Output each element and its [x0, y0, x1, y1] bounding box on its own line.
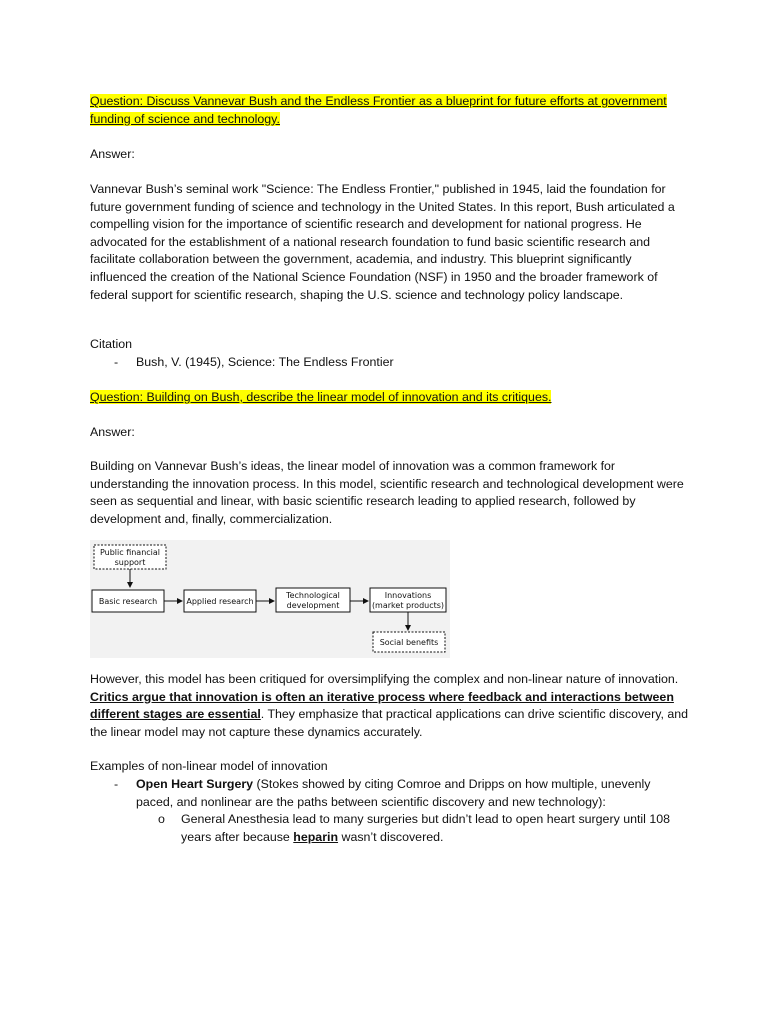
answer-2-label: Answer: [90, 425, 135, 439]
answer-1-text: Vannevar Bush’s seminal work "Science: The Endless Frontier," published in 1945, laid the foundation for future government funding of science and technology in the United States. In this report, Bush articulated a compelling vision for the importance of scientific research and development for national progress. He advocated for the establishment of a national research foundation to fund basic scientific research and facilitate collaboration between the government, academia, and industry. This blueprint significantly influenced the creation of the National Science Foundation (NSF) in 1950 and the broader framework of federal support for scientific research, shaping the U.S. science and technology policy landscape. [90, 182, 675, 302]
citation-label: Citation [90, 337, 133, 351]
basic-research-label: Basic research [98, 597, 158, 606]
examples-label: Examples of non-linear model of innovation [90, 759, 328, 773]
innovations-label-2: (market products) [371, 601, 445, 610]
citation-dash: - [114, 355, 119, 369]
linear-model-svg [90, 540, 450, 658]
public-funding-label-1: Public financial [99, 548, 161, 557]
innovations-label-1: Innovations [384, 591, 432, 600]
critique-paragraph [90, 671, 690, 741]
example-1 [136, 776, 661, 811]
sub-bullet-1-text-a: General Anesthesia lead to many surgeries but didn’t lead to open heart surgery until 108 years after because [181, 812, 671, 844]
example-1-text: (Stokes showed by citing Comroe and Dripps on how multiple, unevenly paced, and nonlinear are the paths between scientific discovery and new technology): [136, 777, 651, 809]
social-benefits-label: Social benefits [379, 638, 439, 647]
citation-item: Bush, V. (1945), Science: The Endless Frontier [136, 355, 394, 369]
sub-bullet-1 [181, 811, 671, 846]
tech-development-label-2: development [286, 601, 340, 610]
public-funding-label-2: support [114, 558, 146, 567]
question-2-text: Question: Building on Bush, describe the linear model of innovation and its critiques. [90, 390, 552, 404]
applied-research-label: Applied research [186, 597, 254, 606]
critique-rest: . They emphasize that practical applications can drive scientific discovery, and the linear model may not capture these dynamics accurately. [90, 707, 689, 739]
question-1 [90, 93, 690, 128]
answer-2-text: Building on Vannevar Bush’s ideas, the linear model of innovation was a common framework for understanding the innovation process. In this model, scientific research and technological development were seen as sequential and linear, with basic scientific research leading to applied research, followed by development and, finally, commercialization. [90, 459, 684, 526]
example-1-title: Open Heart Surgery [136, 777, 254, 791]
question-2 [90, 389, 690, 407]
linear-model-diagram [90, 540, 450, 658]
critique-intro: However, this model has been critiqued for oversimplifying the complex and non-linear nature of innovation. [90, 672, 679, 686]
answer-1-label: Answer: [90, 147, 135, 161]
example-1-dash: - [114, 777, 119, 791]
sub-bullet-icon: o [158, 812, 165, 826]
critique-emphasis: Critics argue that innovation is often an iterative process where feedback and interactions between different stages are essential [90, 689, 674, 722]
sub-bullet-1-text-b: wasn’t discovered. [338, 829, 444, 844]
question-1-text: Question: Discuss Vannevar Bush and the Endless Frontier as a blueprint for future efforts at government funding of science and technology. [90, 94, 667, 126]
tech-development-label-1: Technological [286, 591, 340, 600]
heparin-term: heparin [293, 829, 339, 844]
